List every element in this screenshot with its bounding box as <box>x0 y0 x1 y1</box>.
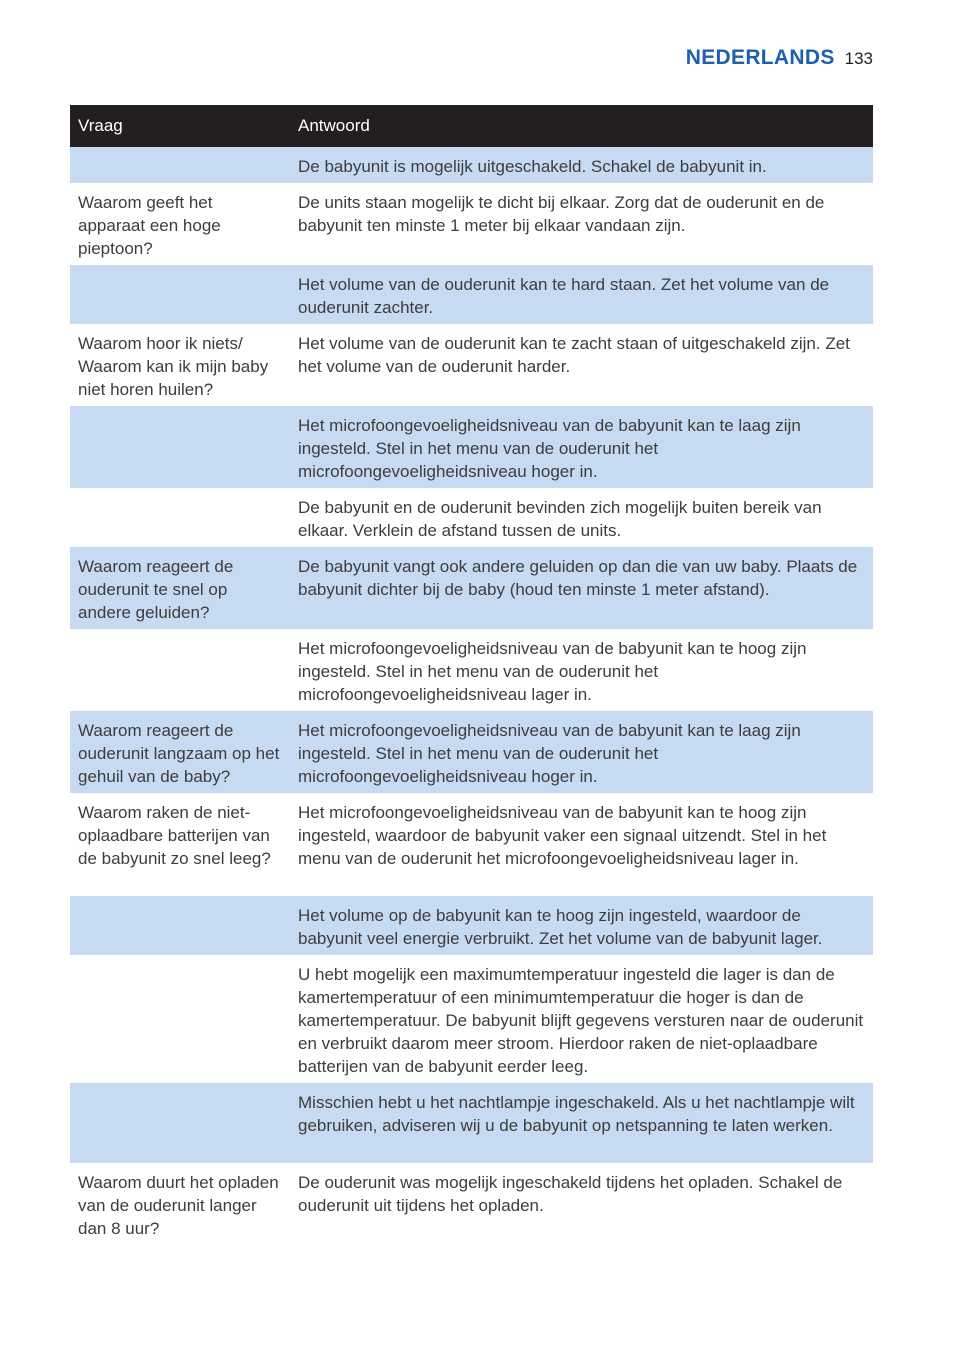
question-cell <box>70 629 290 711</box>
question-cell: Waarom reageert de ouderunit langzaam op het gehuil van de baby? <box>70 711 290 793</box>
table-row <box>70 265 873 324</box>
question-cell: Waarom reageert de ouderunit te snel op andere geluiden? <box>70 547 290 629</box>
table-row <box>70 183 873 265</box>
answer-cell: U hebt mogelijk een maximumtemperatuur ingesteld die lager is dan de kamertemperatuur of een minimumtemperatuur die hoger is dan de kamertemperatuur. De babyunit blijft gegevens versturen naar de ouderunit en verbruikt daarom meer stroom. Hierdoor raken de niet-oplaadbare batterijen van de babyunit eerder leeg. <box>290 955 873 1083</box>
answer-cell: De babyunit vangt ook andere geluiden op dan die van uw baby. Plaats de babyunit dichter bij de baby (houd ten minste 1 meter afstand). <box>290 547 873 629</box>
table-row <box>70 793 873 896</box>
question-cell <box>70 265 290 324</box>
language-title: NEDERLANDS <box>685 46 835 69</box>
question-cell: Waarom duurt het opladen van de ouderunit langer dan 8 uur? <box>70 1163 290 1265</box>
question-cell <box>70 488 290 547</box>
table-row <box>70 547 873 629</box>
table-row <box>70 896 873 955</box>
answer-cell: De babyunit is mogelijk uitgeschakeld. Schakel de babyunit in. <box>290 147 873 183</box>
answer-cell: Het microfoongevoeligheidsniveau van de babyunit kan te hoog zijn ingesteld, waardoor de babyunit vaker een signaal uitzendt. Stel in het menu van de ouderunit het microfoongevoeligheidsniveau lager in. <box>290 793 873 896</box>
question-cell: Waarom geeft het apparaat een hoge pieptoon? <box>70 183 290 265</box>
table-row <box>70 955 873 1083</box>
table-row <box>70 406 873 488</box>
answer-cell: De ouderunit was mogelijk ingeschakeld tijdens het opladen. Schakel de ouderunit uit tijdens het opladen. <box>290 1163 873 1265</box>
table-row <box>70 1083 873 1163</box>
table-row <box>70 1163 873 1265</box>
answer-cell: Het microfoongevoeligheidsniveau van de babyunit kan te laag zijn ingesteld. Stel in het menu van de ouderunit het microfoongevoeligheidsniveau hoger in. <box>290 406 873 488</box>
answer-cell: Het volume op de babyunit kan te hoog zijn ingesteld, waardoor de babyunit veel energie verbruikt. Zet het volume van de babyunit lager. <box>290 896 873 955</box>
table-row <box>70 324 873 406</box>
table-row <box>70 711 873 793</box>
answer-cell: De units staan mogelijk te dicht bij elkaar. Zorg dat de ouderunit en de babyunit ten minste 1 meter bij elkaar vandaan zijn. <box>290 183 873 265</box>
table-header-row <box>70 105 873 147</box>
table-row <box>70 147 873 183</box>
answer-cell: De babyunit en de ouderunit bevinden zich mogelijk buiten bereik van elkaar. Verklein de afstand tussen de units. <box>290 488 873 547</box>
answer-cell: Misschien hebt u het nachtlampje ingeschakeld. Als u het nachtlampje wilt gebruiken, adviseren wij u de babyunit op netspanning te laten werken. <box>290 1083 873 1163</box>
column-header-answer: Antwoord <box>290 105 873 147</box>
answer-cell: Het volume van de ouderunit kan te hard staan. Zet het volume van de ouderunit zachter. <box>290 265 873 324</box>
question-cell <box>70 896 290 955</box>
column-header-question: Vraag <box>70 105 290 147</box>
page-header <box>686 46 873 76</box>
answer-cell: Het volume van de ouderunit kan te zacht staan of uitgeschakeld zijn. Zet het volume van de ouderunit harder. <box>290 324 873 406</box>
table-row <box>70 629 873 711</box>
question-cell <box>70 1083 290 1163</box>
question-cell <box>70 147 290 183</box>
question-cell <box>70 955 290 1083</box>
troubleshooting-table <box>70 105 873 1265</box>
answer-cell: Het microfoongevoeligheidsniveau van de babyunit kan te hoog zijn ingesteld. Stel in het menu van de ouderunit het microfoongevoeligheidsniveau lager in. <box>290 629 873 711</box>
question-cell: Waarom raken de niet-oplaadbare batterijen van de babyunit zo snel leeg? <box>70 793 290 896</box>
question-cell: Waarom hoor ik niets/ Waarom kan ik mijn baby niet horen huilen? <box>70 324 290 406</box>
page-number: 133 <box>844 49 873 68</box>
question-cell <box>70 406 290 488</box>
table-row <box>70 488 873 547</box>
answer-cell: Het microfoongevoeligheidsniveau van de babyunit kan te laag zijn ingesteld. Stel in het menu van de ouderunit het microfoongevoeligheidsniveau hoger in. <box>290 711 873 793</box>
